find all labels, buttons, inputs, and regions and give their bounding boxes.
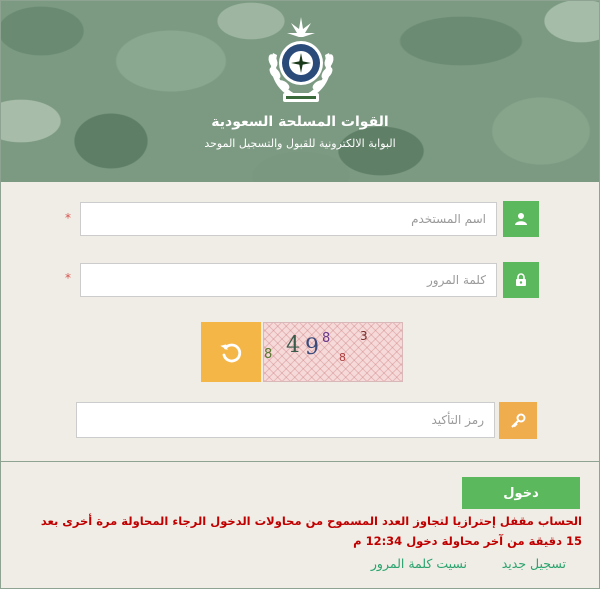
username-input[interactable]: [80, 202, 497, 236]
captcha-char: 8: [264, 347, 273, 362]
key-icon: [499, 402, 537, 439]
password-required-mark: *: [65, 271, 71, 285]
register-link[interactable]: تسجيل جديد: [501, 556, 566, 571]
captcha-char: 3: [360, 329, 368, 343]
password-placeholder: كلمة المرور: [426, 273, 486, 287]
confirm-code-placeholder: رمز التأكيد: [431, 413, 484, 427]
captcha-char: 4: [286, 333, 300, 358]
captcha-image: [263, 322, 403, 382]
refresh-icon: [219, 340, 243, 364]
password-input[interactable]: [80, 263, 497, 297]
armed-forces-emblem-icon: [259, 13, 343, 109]
captcha-char: 8: [322, 331, 331, 346]
user-icon: [503, 201, 539, 237]
captcha-char: 9: [305, 335, 319, 360]
header-banner: [1, 1, 599, 182]
page-title: القوات المسلحة السعودية: [211, 114, 389, 130]
forgot-password-link[interactable]: نسيت كلمة المرور: [370, 556, 467, 571]
page-subtitle: البوابة الالكترونية للقبول والتسجيل الموحد: [204, 137, 396, 150]
username-placeholder: اسم المستخدم: [411, 212, 486, 226]
captcha-char: 8: [339, 351, 346, 364]
section-divider: [1, 461, 599, 462]
captcha-refresh-button[interactable]: [201, 322, 261, 382]
login-button[interactable]: دخول: [462, 477, 580, 509]
username-required-mark: *: [65, 211, 71, 225]
account-locked-message: الحساب مقفل إحترازيا لتجاوز العدد المسموح من محاولات الدخول الرجاء المحاولة مرة أخرى بعد 15 دقيقة من آخر محاولة دخول 12:34 م: [40, 514, 582, 548]
lock-icon: [503, 262, 539, 298]
confirm-code-input[interactable]: [76, 402, 495, 438]
